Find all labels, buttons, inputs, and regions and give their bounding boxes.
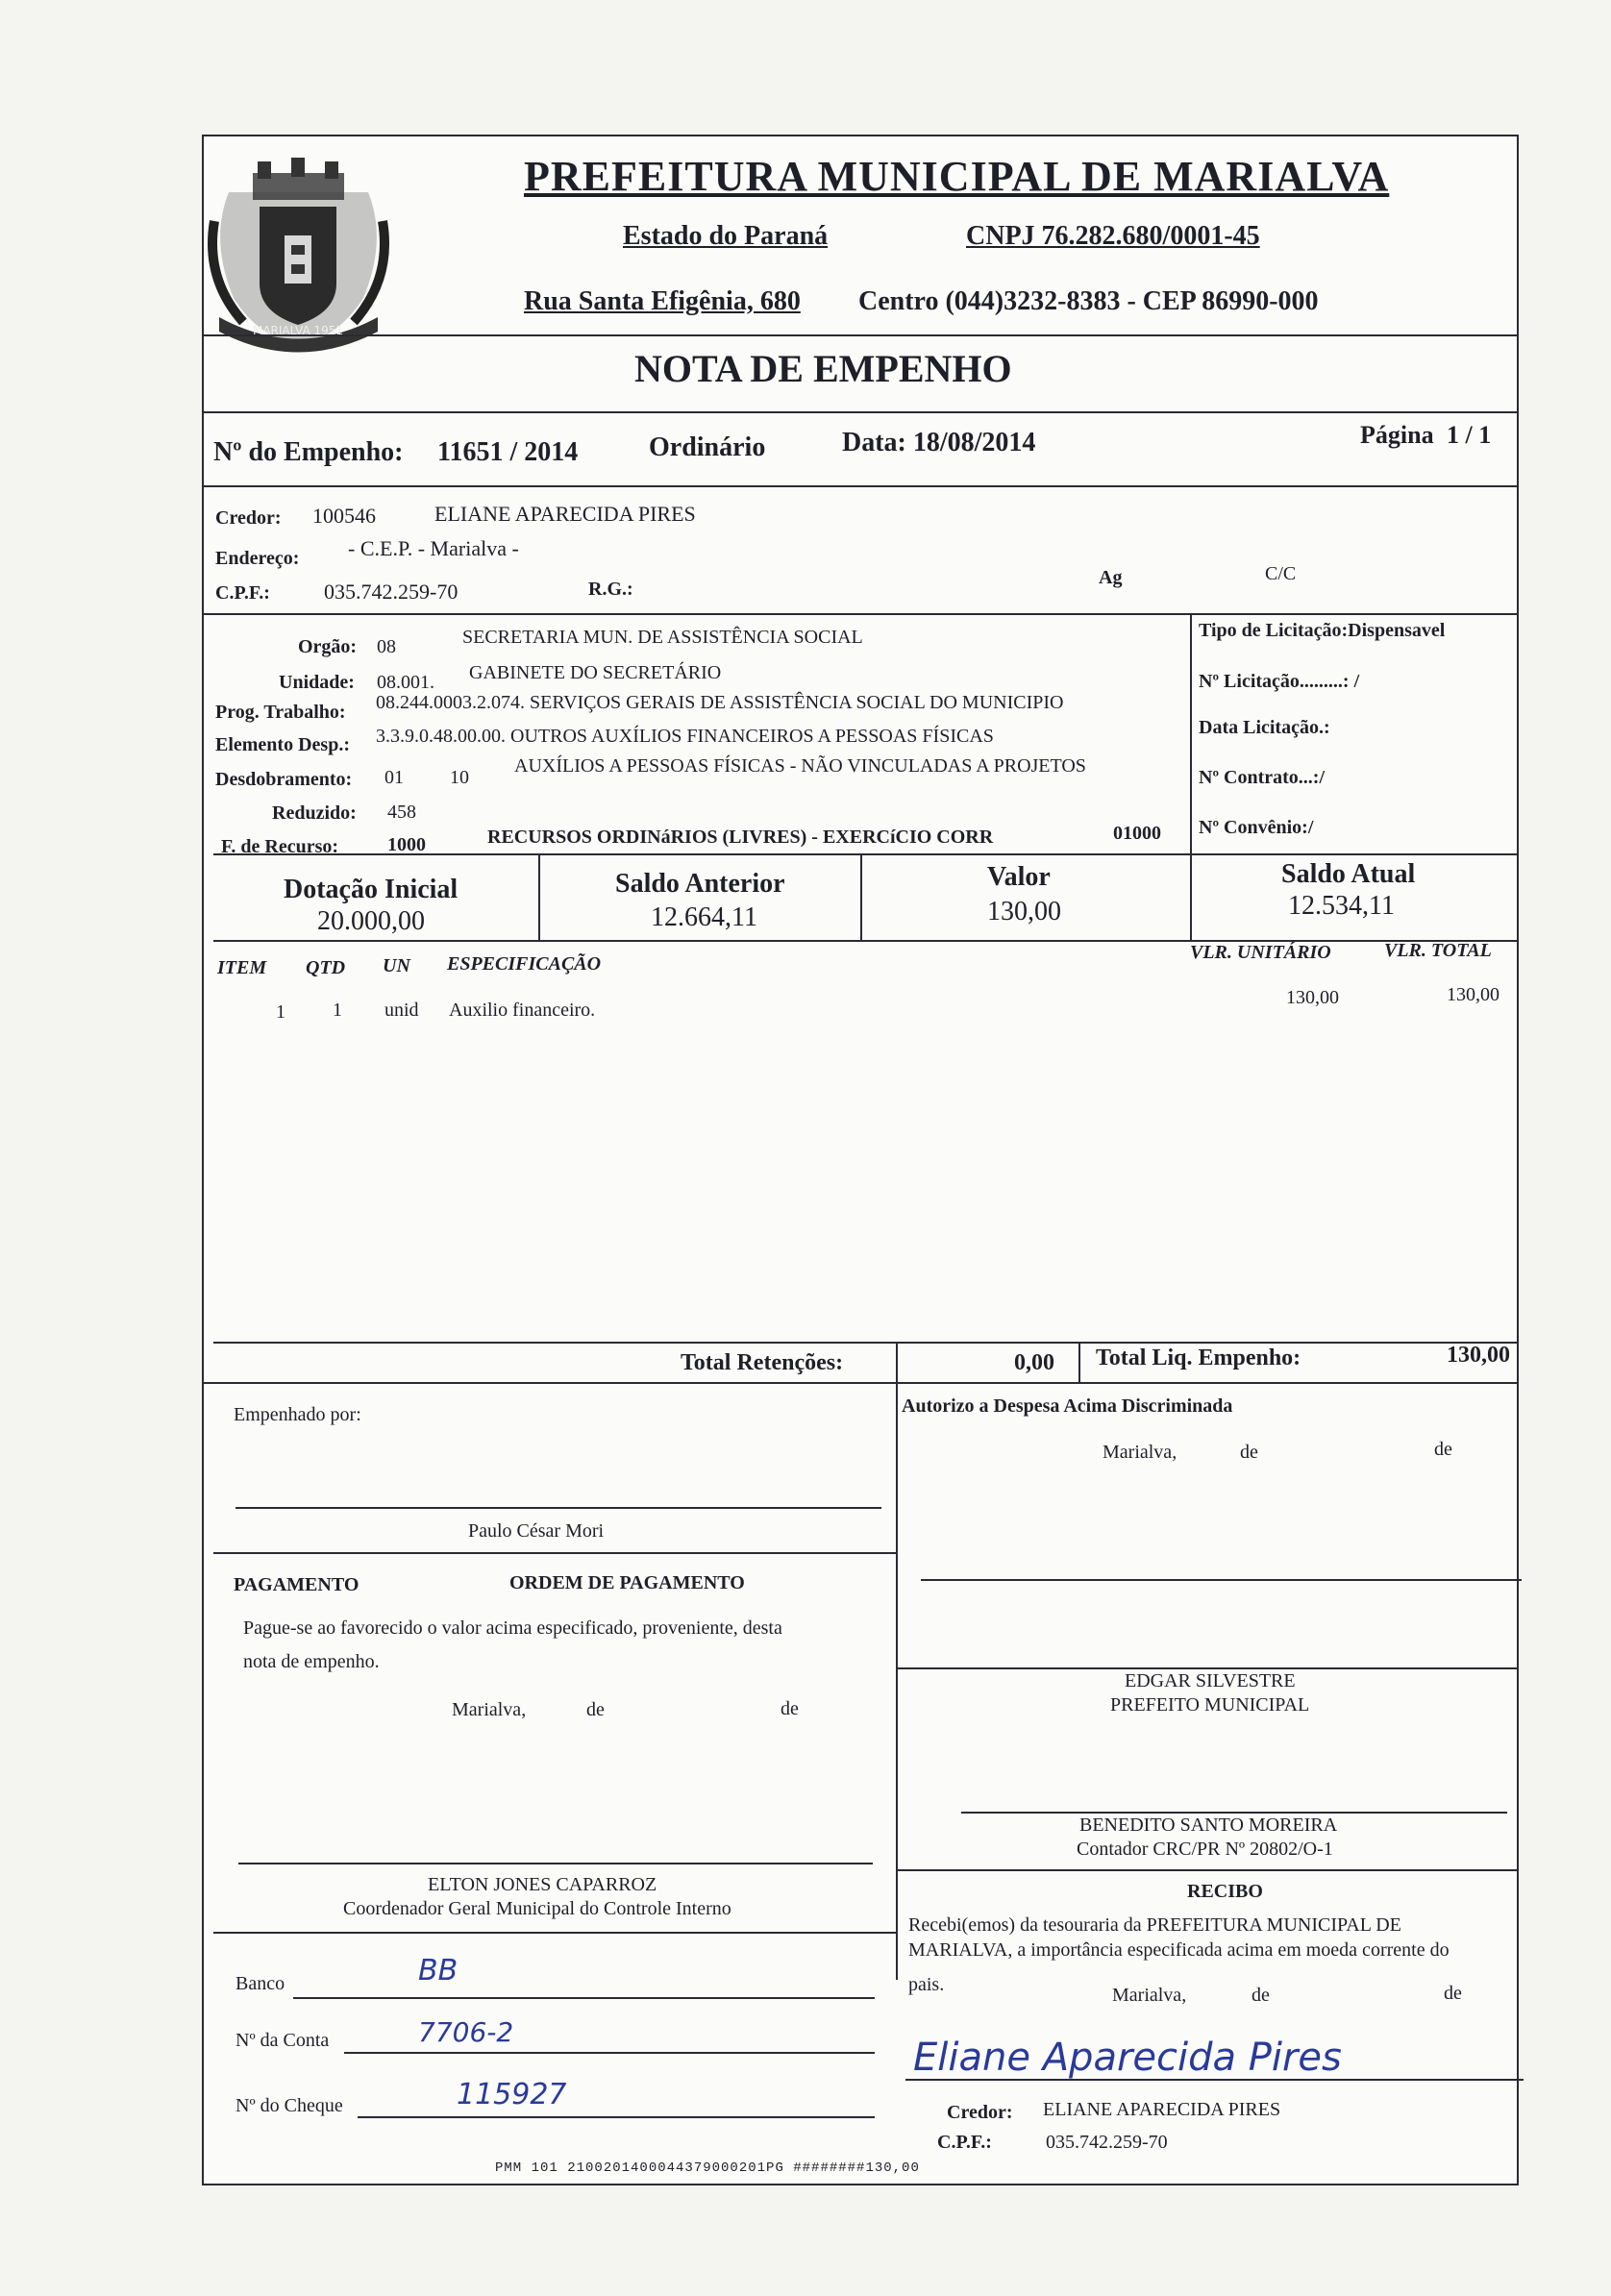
state-name: Estado do Paraná	[623, 221, 829, 251]
pagamento-label: PAGAMENTO	[234, 1574, 359, 1595]
recibo-cpf-label: C.P.F.:	[937, 2132, 992, 2153]
municipality-title: PREFEITURA MUNICIPAL DE MARIALVA	[524, 153, 1390, 200]
banco-value: BB	[418, 1954, 459, 1987]
reduzido-value: 458	[387, 802, 416, 823]
valor-label: Valor	[987, 862, 1051, 892]
divider	[896, 1342, 898, 1382]
cheque-value: 115927	[457, 2078, 567, 2111]
contador-role: Contador CRC/PR Nº 20802/O-1	[1077, 1839, 1333, 1860]
unidade-name: GABINETE DO SECRETÁRIO	[469, 662, 722, 683]
conta-label: Nº da Conta	[235, 2030, 330, 2051]
signature-line	[235, 1507, 881, 1509]
autorizo-label: Autorizo a Despesa Acima Discriminada	[902, 1395, 1233, 1417]
signature-line	[961, 1812, 1507, 1814]
dotacao-label: Dotação Inicial	[284, 875, 459, 904]
divider	[1190, 853, 1192, 940]
banco-line	[293, 1997, 875, 1999]
divider	[202, 613, 1517, 615]
desdobramento-name: AUXÍLIOS A PESSOAS FÍSICAS - NÃO VINCULADAS A PROJETOS	[514, 755, 1086, 777]
empenho-number-label: Nº do Empenho:	[213, 437, 404, 467]
divider	[202, 411, 1517, 413]
recibo-text-2: MARIALVA, a importância especificada acima em moeda corrente do	[908, 1939, 1450, 1961]
credor-name: ELIANE APARECIDA PIRES	[434, 502, 696, 526]
recibo-de1: de	[1252, 1985, 1270, 2006]
retencoes-value: 0,00	[1014, 1350, 1054, 1375]
contador-name: BENEDITO SANTO MOREIRA	[1079, 1815, 1338, 1836]
recibo-text: Recebi(emos) da tesouraria da PREFEITURA MUNICIPAL DE	[908, 1914, 1401, 1936]
autorizo-place: Marialva,	[1103, 1442, 1177, 1463]
credor-label: Credor:	[215, 507, 282, 529]
payment-text-2: nota de empenho.	[243, 1651, 380, 1672]
payment-place: Marialva,	[452, 1699, 527, 1720]
prog-label: Prog. Trabalho:	[215, 702, 346, 723]
document-title: NOTA DE EMPENHO	[634, 347, 1012, 390]
banco-label: Banco	[235, 1973, 285, 1994]
saldo-atual-label: Saldo Atual	[1281, 859, 1416, 889]
cnpj: CNPJ 76.282.680/0001-45	[966, 221, 1260, 251]
licitacao-number: Nº Licitação.........: /	[1199, 671, 1360, 692]
empenho-type: Ordinário	[649, 432, 766, 462]
orgao-label: Orgão:	[298, 636, 358, 657]
cpf-value: 035.742.259-70	[324, 580, 459, 604]
empenhado-name: Paulo César Mori	[468, 1520, 605, 1542]
divider	[213, 1552, 896, 1554]
unidade-label: Unidade:	[279, 672, 355, 693]
col-item: ITEM	[217, 957, 267, 978]
row-item: 1	[276, 1001, 285, 1023]
conta-value: 7706-2	[418, 2016, 514, 2048]
row-unit: 130,00	[1286, 987, 1339, 1008]
recurso-code: 1000	[387, 834, 426, 855]
page-label: Página	[1360, 421, 1434, 449]
dotacao-value: 20.000,00	[317, 906, 425, 936]
recibo-text-3: pais.	[908, 1974, 945, 1995]
divider	[213, 1342, 1517, 1344]
controle-role: Coordenador Geral Municipal do Controle Interno	[343, 1898, 731, 1919]
total-liquid-label: Total Liq. Empenho:	[1096, 1346, 1301, 1370]
agency-label: Ag	[1099, 567, 1123, 588]
payment-de1: de	[586, 1699, 605, 1720]
divider	[1078, 1342, 1080, 1382]
row-spec: Auxilio financeiro.	[449, 1000, 596, 1021]
saldo-atual-value: 12.534,11	[1288, 891, 1395, 921]
prefeito-role: PREFEITO MUNICIPAL	[1110, 1694, 1310, 1716]
col-un: UN	[383, 955, 410, 976]
account-label: C/C	[1265, 563, 1297, 584]
divider	[860, 853, 862, 940]
convenio-number: Nº Convênio:/	[1199, 817, 1314, 838]
orgao-name: SECRETARIA MUN. DE ASSISTÊNCIA SOCIAL	[462, 627, 863, 648]
row-total: 130,00	[1447, 984, 1499, 1005]
cpf-label: C.P.F.:	[215, 582, 270, 604]
ordem-pagamento-label: ORDEM DE PAGAMENTO	[509, 1572, 745, 1593]
divider	[202, 485, 1517, 487]
autorizo-de2: de	[1434, 1439, 1452, 1460]
payment-de2: de	[781, 1698, 799, 1719]
empenho-number: 11651 / 2014	[437, 437, 579, 467]
credor-code: 100546	[312, 504, 376, 528]
elemento-label: Elemento Desp.:	[215, 734, 350, 755]
valor-value: 130,00	[987, 897, 1061, 926]
cheque-line	[358, 2116, 875, 2118]
divider	[213, 1932, 896, 1934]
elemento-value: 3.3.9.0.48.00.00. OUTROS AUXÍLIOS FINANCEIROS A PESSOAS FÍSICAS	[376, 726, 994, 747]
recibo-place: Marialva,	[1112, 1985, 1187, 2006]
prog-value: 08.244.0003.2.074. SERVIÇOS GERAIS DE ASSISTÊNCIA SOCIAL DO MUNICIPIO	[376, 692, 1064, 713]
recibo-credor-label: Credor:	[947, 2102, 1013, 2123]
conta-line	[344, 2052, 875, 2054]
svg-text:MARIALVA 1951: MARIALVA 1951	[252, 324, 344, 337]
page-value: 1 / 1	[1447, 421, 1492, 449]
divider	[1190, 613, 1192, 853]
prefeito-name: EDGAR SILVESTRE	[1125, 1670, 1296, 1691]
footer-code: PMM 101 2100201400044379000201PG ########130,00	[495, 2160, 920, 2176]
reduzido-label: Reduzido:	[272, 802, 357, 824]
credor-signature: Eliane Aparecida Pires	[913, 2036, 1342, 2080]
recurso-name: RECURSOS ORDINáRIOS (LIVRES) - EXERCíCIO CORR	[487, 827, 994, 848]
recurso-label: F. de Recurso:	[221, 836, 339, 857]
recibo-title: RECIBO	[1187, 1881, 1263, 1902]
controle-name: ELTON JONES CAPARROZ	[428, 1874, 657, 1895]
divider	[538, 853, 540, 940]
retencoes-label: Total Retenções:	[681, 1350, 844, 1375]
divider	[896, 1667, 1517, 1669]
signature-line	[238, 1863, 873, 1864]
divider	[202, 334, 1517, 336]
desdobramento-label: Desdobramento:	[215, 769, 353, 790]
saldo-anterior-value: 12.664,11	[651, 902, 757, 932]
recurso-code2: 01000	[1113, 823, 1161, 844]
divider	[896, 1382, 898, 1980]
unidade-code: 08.001.	[377, 672, 434, 693]
rg-label: R.G.:	[588, 579, 633, 600]
cheque-label: Nº do Cheque	[235, 2095, 343, 2116]
saldo-anterior-label: Saldo Anterior	[615, 869, 785, 899]
recibo-cpf-value: 035.742.259-70	[1046, 2132, 1168, 2153]
contract-number: Nº Contrato...:/	[1199, 767, 1326, 788]
desdobramento-code2: 10	[450, 767, 469, 788]
autorizo-de1: de	[1240, 1442, 1258, 1463]
row-un: unid	[384, 1000, 419, 1021]
endereco-label: Endereço:	[215, 548, 300, 569]
col-especificacao: ESPECIFICAÇÃO	[447, 953, 602, 975]
payment-text: Pague-se ao favorecido o valor acima especificado, proveniente, desta	[243, 1617, 782, 1639]
empenhado-label: Empenhado por:	[234, 1404, 361, 1425]
divider	[202, 1382, 1517, 1384]
desdobramento-code1: 01	[384, 767, 404, 788]
address-contact: Centro (044)3232-8383 - CEP 86990-000	[858, 286, 1319, 316]
endereco-value: - C.E.P. - Marialva -	[348, 536, 519, 560]
signature-line	[921, 1579, 1522, 1581]
signature-line	[905, 2079, 1524, 2081]
divider	[213, 853, 1517, 855]
licitacao-type: Tipo de Licitação:Dispensavel	[1199, 620, 1446, 641]
row-qtd: 1	[333, 1000, 342, 1021]
col-qtd: QTD	[306, 957, 346, 978]
col-total-value: VLR. TOTAL	[1384, 940, 1492, 961]
recibo-de2: de	[1444, 1983, 1462, 2004]
coat-of-arms-icon	[200, 154, 397, 360]
total-liquid-value: 130,00	[1447, 1343, 1510, 1368]
recibo-credor-value: ELIANE APARECIDA PIRES	[1043, 2099, 1281, 2120]
empenho-date: Data: 18/08/2014	[842, 428, 1036, 457]
address: Rua Santa Efigênia, 680	[524, 286, 801, 316]
divider	[896, 1869, 1517, 1871]
orgao-code: 08	[377, 636, 396, 657]
licitacao-date: Data Licitação.:	[1199, 717, 1330, 738]
col-unit-value: VLR. UNITÁRIO	[1190, 942, 1331, 963]
